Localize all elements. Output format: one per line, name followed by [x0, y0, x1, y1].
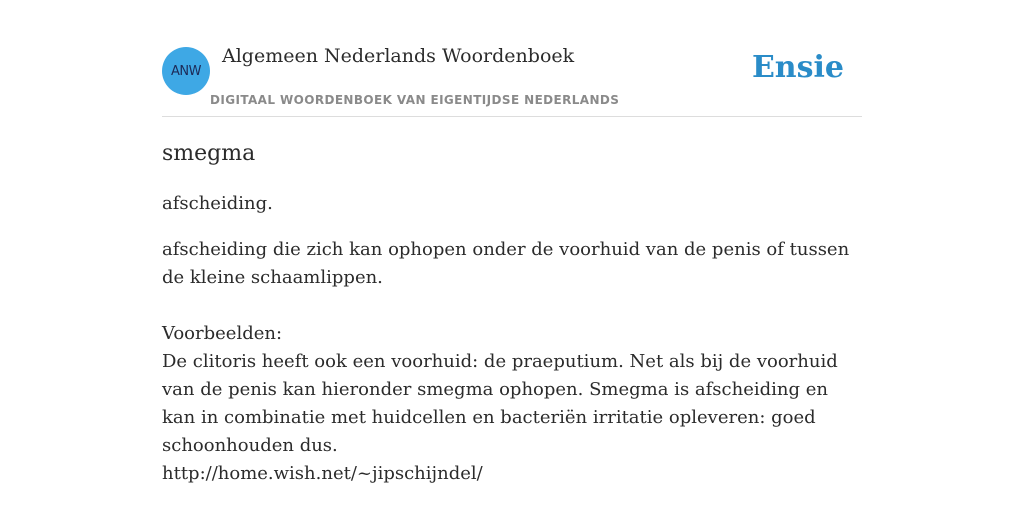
entry-word: smegma — [162, 141, 256, 166]
entry-content — [162, 136, 864, 488]
long-definition: afscheiding die zich kan ophopen onder de voorhuid van de penis of tussen de kleine schaamlippen. — [162, 239, 850, 288]
anw-logo[interactable] — [162, 47, 210, 95]
logo-text: ANW — [171, 63, 201, 79]
example-text: De clitoris heeft ook een voorhuid: de praeputium. Net als bij de voorhuid van de penis kan hieronder smegma ophopen. Smegma is afscheiding en kan in combinatie met huidcellen en bacteriën irritatie opleveren: goed schoonhouden dus. — [162, 351, 838, 456]
short-definition: afscheiding. — [162, 193, 273, 214]
site-header — [162, 40, 862, 117]
site-title[interactable]: Algemeen Nederlands Woordenboek — [222, 45, 575, 67]
example-source-link[interactable]: http://home.wish.net/~jipschijndel/ — [162, 463, 483, 484]
site-subtitle: DIGITAAL WOORDENBOEK VAN EIGENTIJDSE NEDERLANDS — [210, 93, 620, 107]
ensie-brand-link[interactable]: Ensie — [751, 50, 844, 85]
examples-label: Voorbeelden: — [162, 323, 283, 344]
